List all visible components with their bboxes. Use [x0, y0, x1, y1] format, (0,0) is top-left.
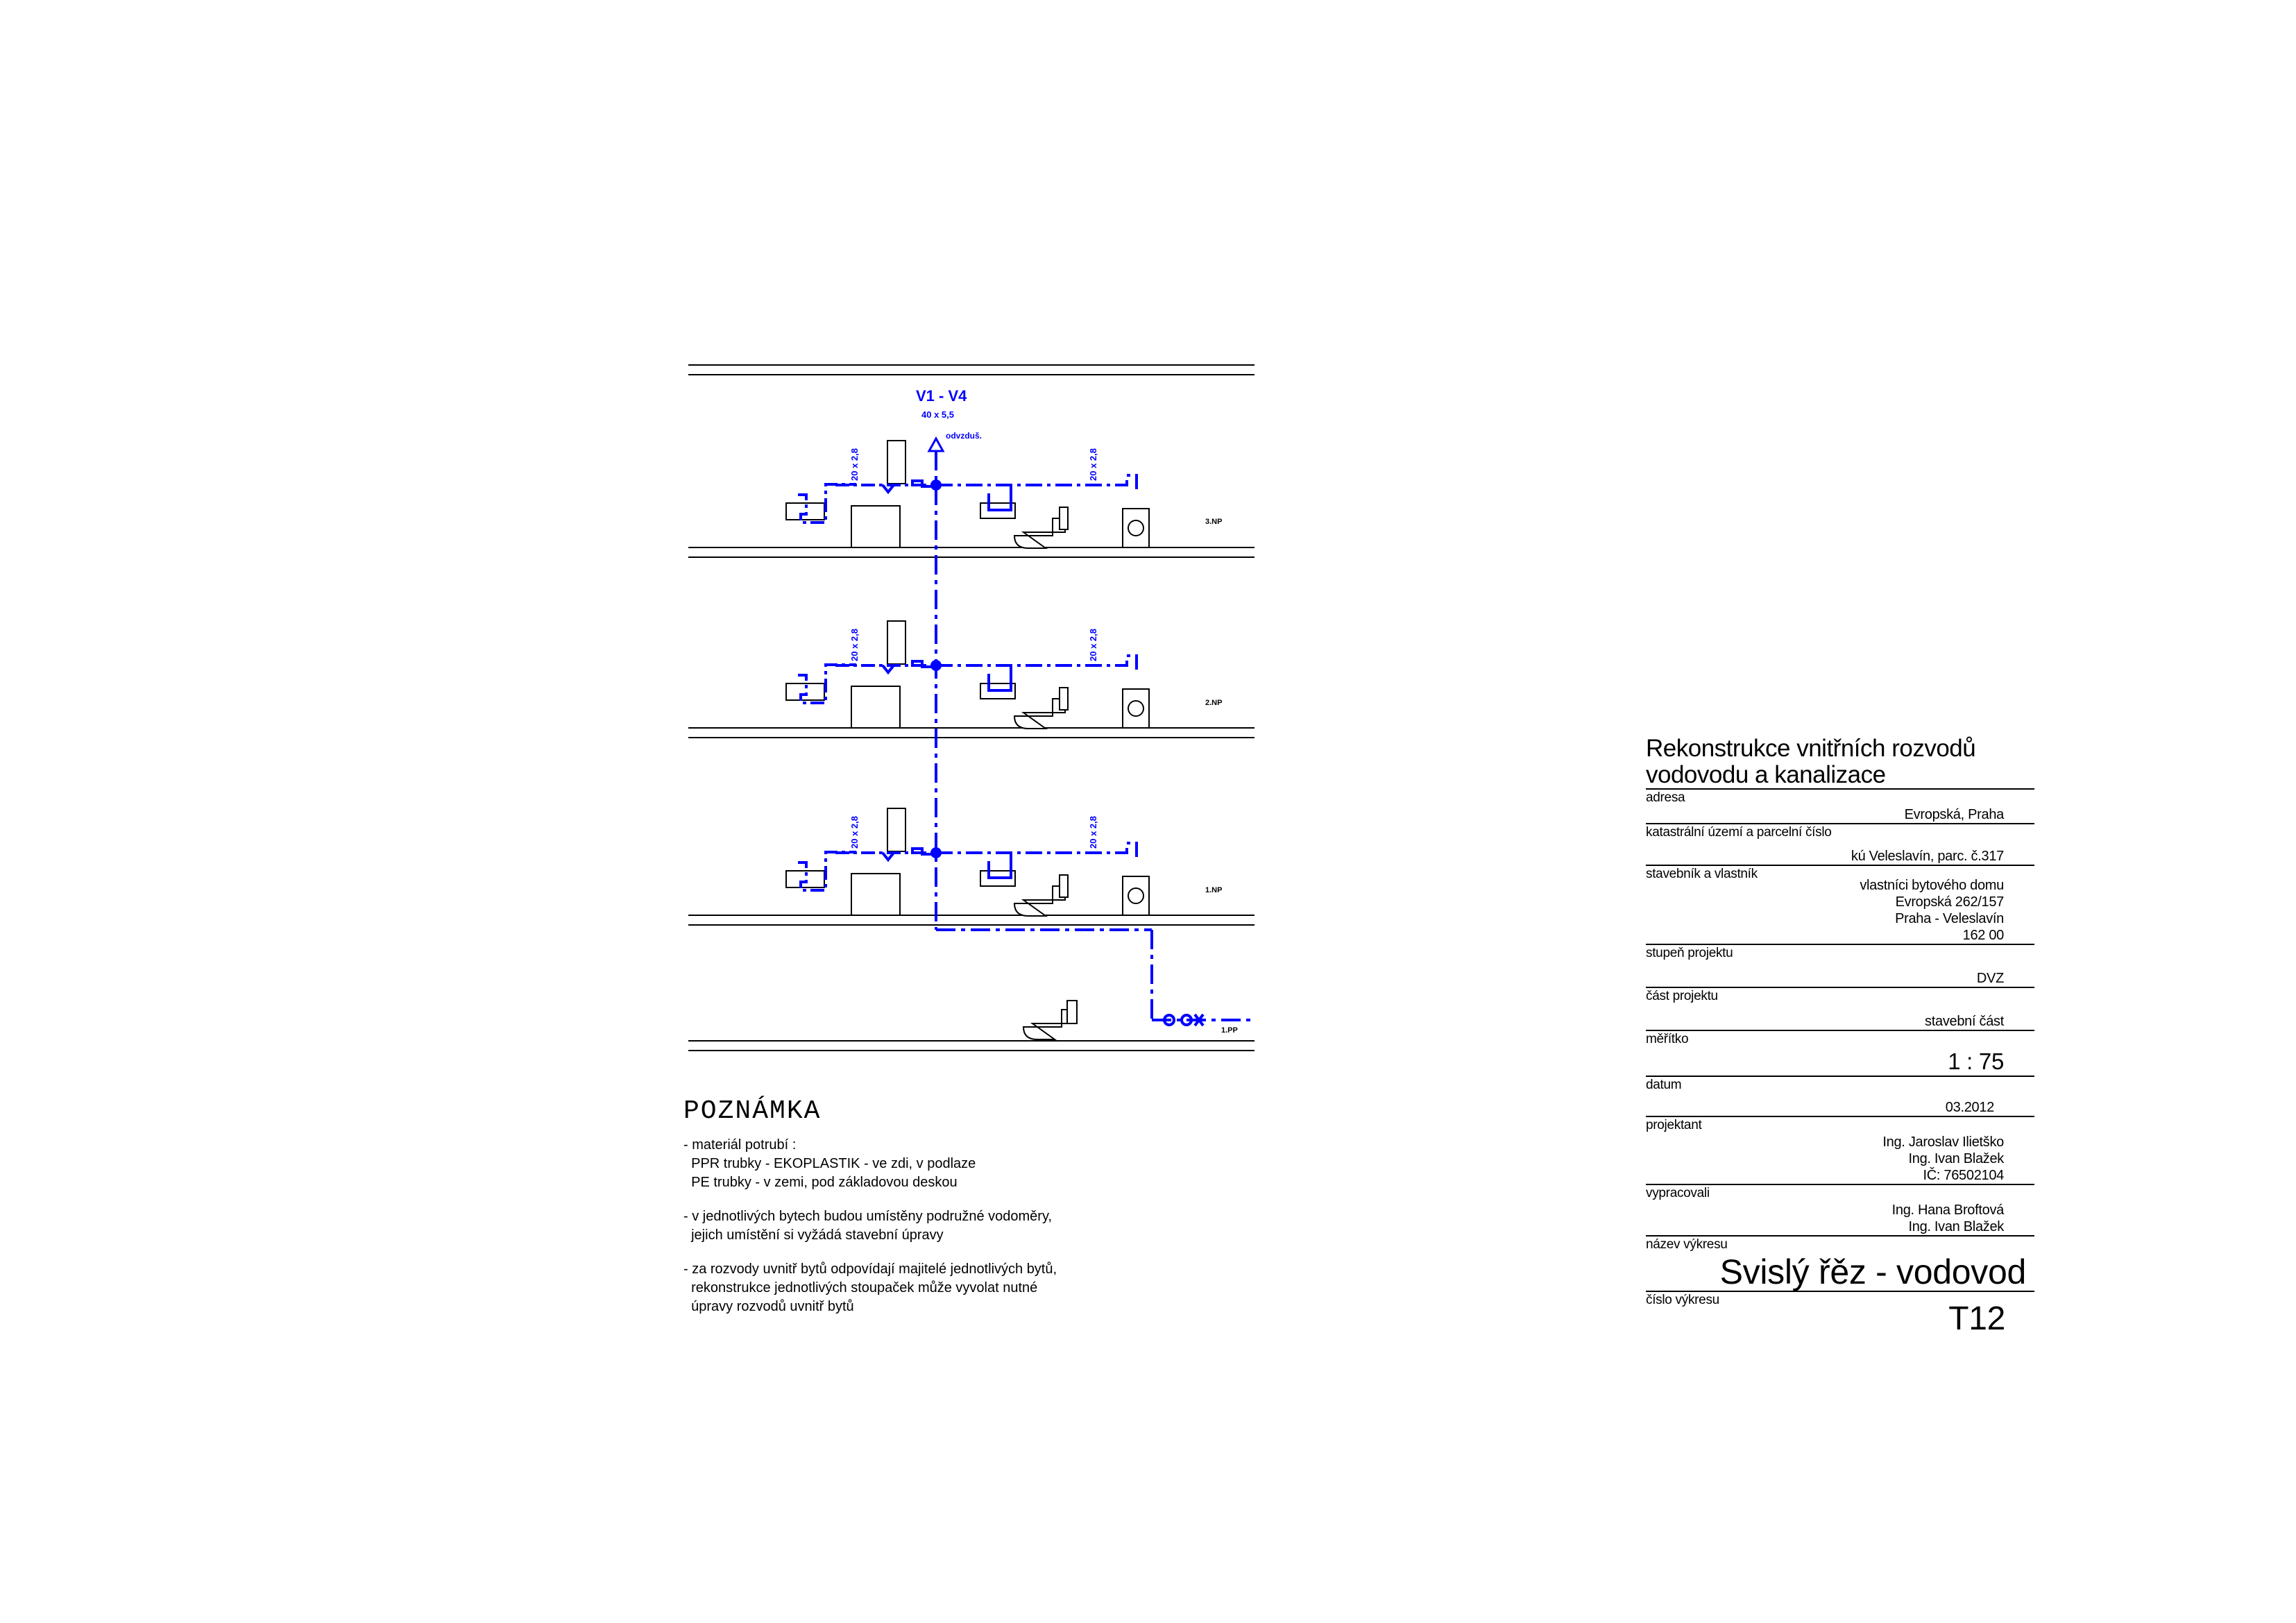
row-projektant [1646, 1116, 2034, 1184]
katastr-label: katastrální území a parcelní číslo [1646, 825, 1832, 840]
katastr-value: kú Veleslavín, parc. č.317 [1851, 849, 2004, 864]
project-title-line: Rekonstrukce vnitřních rozvodů [1646, 735, 1976, 762]
note-block-meters [683, 1207, 1211, 1245]
stavebnik-label: stavebník a vlastník [1646, 867, 1758, 881]
toilet [1014, 699, 1065, 729]
cast-value: stavební část [1925, 1014, 2004, 1029]
washing-machine-door [1128, 701, 1143, 716]
note-line: rekonstrukce jednotlivých stoupaček může vyvolat nutné [683, 1280, 1038, 1295]
washing-machine-door [1128, 520, 1143, 536]
bathtub [851, 686, 900, 728]
title-block [1646, 736, 2034, 1338]
diagram-labels [916, 387, 1238, 1035]
pipe-size-label: 20 x 2,8 [1088, 629, 1098, 661]
datum-label: datum [1646, 1078, 1682, 1092]
floor-groups [786, 441, 1149, 916]
cislo-value: T12 [1948, 1300, 2005, 1337]
note-heading: POZNÁMKA [683, 1096, 822, 1126]
slab-lines [688, 365, 1255, 1051]
note-line: - v jednotlivých bytech budou umístěny podružné vodoměry, [683, 1209, 1053, 1224]
pipe-size-label: 20 x 2,8 [1088, 816, 1098, 849]
note-block-material [683, 1136, 1211, 1192]
branch-pipes [798, 843, 1137, 890]
project-title-line: vodovodu a kanalizace [1646, 761, 1886, 788]
row-meritko [1646, 1030, 2034, 1076]
vent-label: odvzduš. [946, 431, 983, 441]
stavebnik-line: Evropská 262/157 [1895, 894, 2004, 910]
row-cislo [1646, 1291, 2034, 1338]
cislo-label: číslo výkresu [1646, 1293, 1719, 1307]
pipe-right-main [936, 475, 1137, 489]
note-line: úpravy rozvodů uvnitř bytů [683, 1299, 854, 1314]
bathtub [851, 874, 900, 915]
toilet-tank [1060, 507, 1068, 529]
stupen-label: stupeň projektu [1646, 946, 1733, 960]
stavebnik-line: Praha - Veleslavín [1895, 911, 2004, 926]
floor-2.NP [786, 621, 1149, 729]
projektant-line: Ing. Ivan Blažek [1908, 1151, 2004, 1166]
floor-3.NP [786, 441, 1149, 548]
row-katastr [1646, 823, 2034, 865]
projektant-line: Ing. Jaroslav Ilietško [1882, 1135, 2004, 1150]
vypracovali-label: vypracovali [1646, 1186, 1710, 1200]
adresa-value: Evropská, Praha [1904, 807, 2004, 822]
projektant-line: IČ: 76502104 [1923, 1168, 2004, 1183]
stavebnik-line: vlastníci bytového domu [1860, 878, 2004, 893]
pipe-right-main [936, 656, 1137, 670]
vypracovali-line: Ing. Hana Broftová [1891, 1203, 2004, 1218]
note-line: PE trubky - v zemi, pod základovou deskou [683, 1175, 958, 1190]
water-heater [887, 621, 905, 664]
nazev-label: název výkresu [1646, 1237, 1728, 1252]
basement-toilet [1023, 1001, 1077, 1039]
nazev-value: Svislý řěz - vodovod [1719, 1252, 2026, 1291]
note-line: jejich umístění si vyžádá stavební úpravy [683, 1227, 944, 1243]
row-vypracovali [1646, 1184, 2034, 1235]
branch-pipes [798, 475, 1137, 522]
row-datum [1646, 1076, 2034, 1116]
toilet-tank [1060, 688, 1068, 710]
meritko-label: měřítko [1646, 1032, 1689, 1046]
floor-label-2np: 2.NP [1205, 699, 1223, 707]
toilet [1014, 518, 1065, 548]
pipe-size-label: 20 x 2,8 [849, 816, 860, 849]
main-riser [929, 439, 1252, 1026]
pipe-size-labels [849, 629, 1098, 661]
pipe-size-label: 20 x 2,8 [849, 448, 860, 481]
row-stavebnik [1646, 865, 2034, 944]
row-cast [1646, 987, 2034, 1030]
floor-1.NP [786, 808, 1149, 916]
water-heater [887, 808, 905, 851]
adresa-label: adresa [1646, 790, 1685, 805]
row-adresa [1646, 788, 2034, 823]
branch-pipes [798, 656, 1137, 703]
bathtub [851, 506, 900, 547]
floor-label-1pp: 1.PP [1221, 1026, 1238, 1035]
meritko-value: 1 : 75 [1948, 1048, 2004, 1074]
cast-label: část projektu [1646, 989, 1718, 1003]
project-title [1646, 736, 2034, 788]
riser-label: V1 - V4 [916, 387, 967, 405]
riser-junction [932, 661, 940, 670]
row-stupen [1646, 944, 2034, 987]
note-block-owners [683, 1260, 1211, 1316]
stupen-value: DVZ [1976, 971, 2004, 986]
toilet-tank [1060, 875, 1068, 897]
pipe-size-label: 20 x 2,8 [849, 629, 860, 661]
vypracovali-line: Ing. Ivan Blažek [1908, 1219, 2004, 1234]
washing-machine-door [1128, 888, 1143, 903]
note-line: PPR trubky - EKOPLASTIK - ve zdi, v podlaze [683, 1156, 976, 1171]
riser-size: 40 x 5,5 [921, 409, 954, 420]
pipe-size-labels [849, 816, 1098, 849]
pipe-size-labels [849, 448, 1098, 481]
pipe-size-label: 20 x 2,8 [1088, 448, 1098, 481]
stavebnik-line: 162 00 [1962, 928, 2004, 943]
row-nazev [1646, 1235, 2034, 1291]
floor-label-1np: 1.NP [1205, 886, 1223, 894]
projektant-label: projektant [1646, 1118, 1702, 1132]
riser-junction [932, 481, 940, 489]
riser-junction [932, 849, 940, 857]
toilet [1014, 886, 1065, 916]
datum-value: 03.2012 [1945, 1100, 1994, 1115]
note-section [683, 1096, 1211, 1332]
note-line: - za rozvody uvnitř bytů odpovídají majitelé jednotlivých bytů, [683, 1261, 1057, 1277]
water-heater [887, 441, 905, 484]
floor-label-3np: 3.NP [1205, 518, 1223, 526]
note-line: - materiál potrubí : [683, 1137, 797, 1153]
pipe-right-main [936, 843, 1137, 857]
